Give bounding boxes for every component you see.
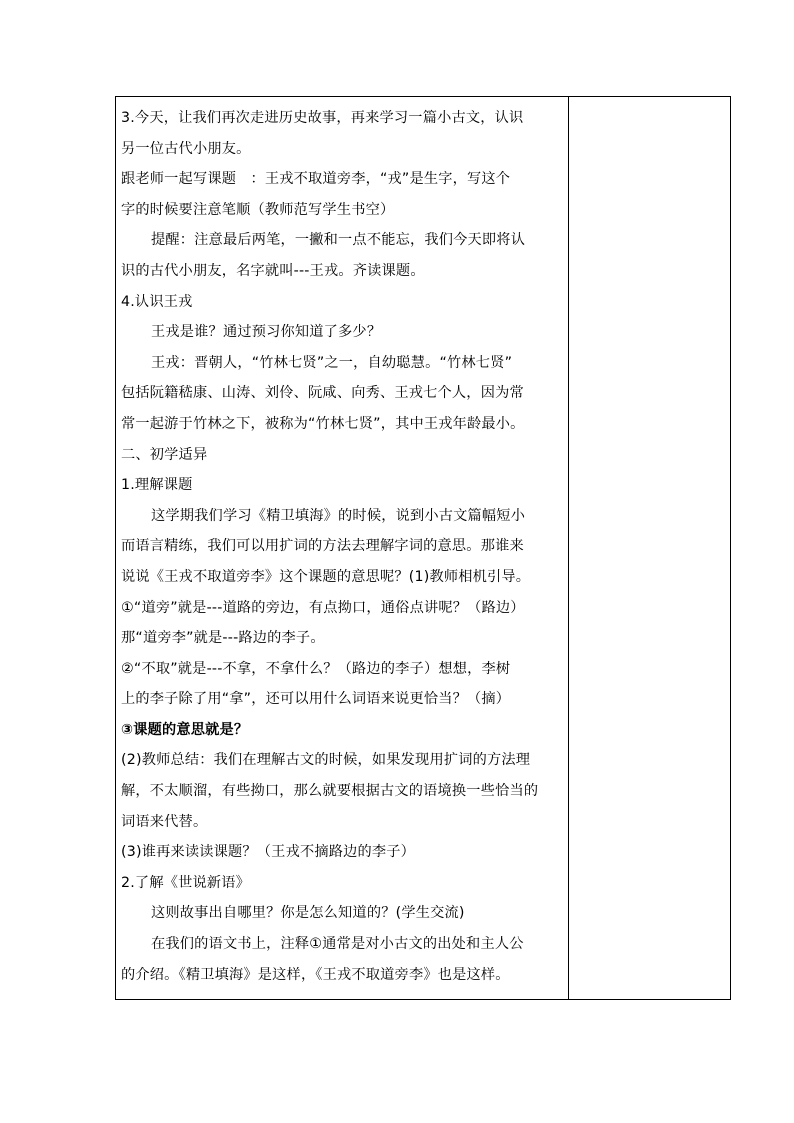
text-line: 说说《王戎不取道旁李》这个课题的意思呢？(1)教师相机引导。 [121,568,531,585]
lesson-plan-table [115,96,731,1000]
text-line: 而语言精练，我们可以用扩词的方法去理解字词的意思。那谁来 [121,538,524,555]
text-line: 字的时候要注意笔顺（教师范写学生书空） [121,201,395,218]
text-line: 3.今天，让我们再次走进历史故事，再来学习一篇小古文，认识 [121,110,524,126]
text-line: 另一位古代小朋友。 [121,140,251,157]
text-line: (3)谁再来读读课题？（王戎不摘路边的李子） [121,844,416,861]
text-line: 二、初学适异 [121,446,208,463]
text-line: 常一起游于竹林之下，被称为“竹林七贤”，其中王戎年龄最小。 [121,415,525,432]
text-line: 这则故事出自哪里？你是怎么知道的？(学生交流) [151,905,465,922]
text-line: ③课题的意思就是？ [121,721,249,738]
text-line: 王戎是谁？通过预习你知道了多少？ [151,324,382,341]
text-line: 跟老师一起写课题 ：王戎不取道旁李，“戎”是生字，写这个 [121,171,511,188]
text-line: 提醒：注意最后两笔，一撇和一点不能忘，我们今天即将认 [151,232,526,249]
text-line: 包括阮籍嵇康、山涛、刘伶、阮咸、向秀、王戎七个人，因为常 [121,385,524,402]
text-line: 上的李子除了用“拿”，还可以用什么词语来说更恰当？（摘） [121,691,511,708]
text-line: 词语来代替。 [121,813,208,830]
text-line: 4.认识王戎 [121,293,193,310]
text-line: (2)教师总结：我们在理解古文的时候，如果发现用扩词的方法理 [121,752,531,769]
text-line: 识的古代小朋友，名字就叫---王戎。齐读课题。 [121,262,425,279]
lesson-content-cell [116,97,568,999]
text-line: 2.了解《世说新语》 [121,874,251,891]
text-line: 这学期我们学习《精卫填海》的时候，说到小古文篇幅短小 [151,507,526,524]
text-line: 的介绍。《精卫填海》是这样，《王戎不取道旁李》也是这样。 [121,966,510,983]
text-line: 在我们的语文书上，注释①通常是对小古文的出处和主人公 [151,936,524,953]
text-line: 解，不太顺溜，有些拗口，那么就要根据古文的语境换一些恰当的 [121,783,539,800]
text-line: 那“道旁李”就是---路边的李子。 [121,630,325,647]
notes-cell [569,97,730,999]
text-line: 1.理解课题 [121,477,193,494]
text-line: ①“道旁”就是---道路的旁边，有点拗口，通俗点讲呢？（路边） [121,599,525,616]
text-line: ②“不取”就是---不拿，不拿什么？（路边的李子）想想，李树 [121,660,511,677]
text-line: 王戎：晋朝人，“竹林七贤”之一，自幼聪慧。“竹林七贤” [151,354,513,371]
